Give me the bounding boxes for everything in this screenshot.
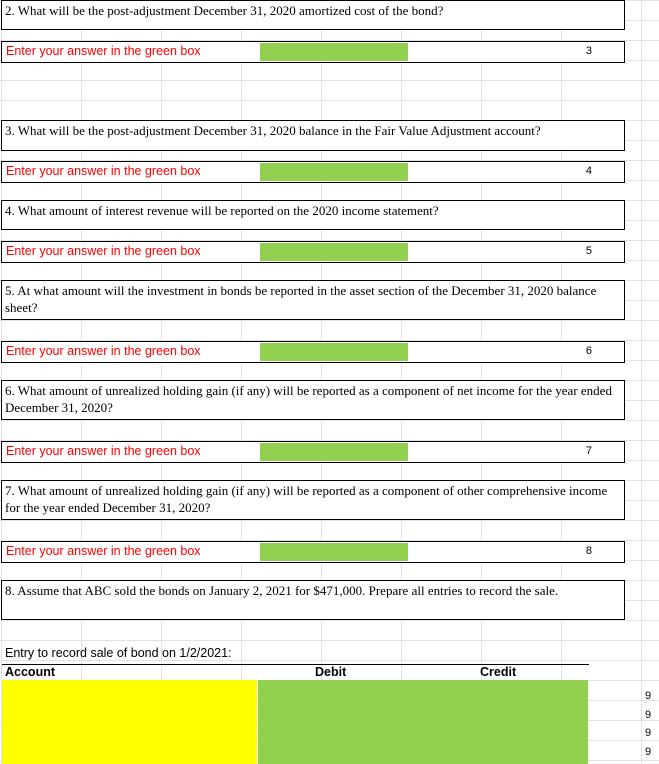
row-marker: 9 [645,746,652,758]
question-3: 3. What will be the post-adjustment December 31, 2020 balance in the Fair Value Adjustment account? [1,120,625,151]
answer-input-7[interactable] [260,443,408,461]
answer-input-5[interactable] [260,243,408,261]
answer-row-8 [1,541,625,563]
answer-prompt: Enter your answer in the green box [6,544,201,558]
answer-prompt: Enter your answer in the green box [6,244,201,258]
row-marker: 9 [645,709,652,721]
answer-prompt: Enter your answer in the green box [6,44,201,58]
answer-number: 7 [585,445,592,457]
row-marker: 9 [645,690,652,702]
answer-number: 6 [585,345,592,357]
question-5: 5. At what amount will the investment in bonds be reported in the asset section of the December 31, 2020 balance sheet? [1,280,625,320]
answer-input-4[interactable] [260,163,408,181]
answer-row-7 [1,441,625,463]
answer-number: 4 [585,165,592,177]
question-2: 2. What will be the post-adjustment December 31, 2020 amortized cost of the bond? [1,0,625,30]
question-8: 8. Assume that ABC sold the bonds on January 2, 2021 for $471,000. Prepare all entries to record the sale. [1,580,625,620]
answer-number: 3 [585,45,592,57]
answer-row-3 [1,41,625,63]
entry-title: Entry to record sale of bond on 1/2/2021: [5,646,232,660]
question-7: 7. What amount of unrealized holding gain (if any) will be reported as a component of other comprehensive income for the year ended December 31, 2020? [1,480,625,520]
answer-number: 5 [585,245,592,257]
debit-credit-input-area[interactable] [258,680,588,764]
answer-prompt: Enter your answer in the green box [6,164,201,178]
answer-prompt: Enter your answer in the green box [6,344,201,358]
answer-row-6 [1,341,625,363]
account-input-area[interactable] [2,680,257,764]
answer-input-8[interactable] [260,543,408,561]
answer-prompt: Enter your answer in the green box [6,444,201,458]
answer-input-3[interactable] [260,43,408,61]
column-header-debit: Debit [315,665,347,679]
answer-input-6[interactable] [260,343,408,361]
column-header-account: Account [5,665,55,679]
question-6: 6. What amount of unrealized holding gain (if any) will be reported as a component of net income for the year ended December 31, 2020? [1,380,625,420]
question-4: 4. What amount of interest revenue will be reported on the 2020 income statement? [1,200,625,230]
row-marker: 9 [645,727,652,739]
answer-number: 8 [585,545,592,557]
answer-row-4 [1,161,625,183]
answer-row-5 [1,241,625,263]
column-header-credit: Credit [480,665,517,679]
